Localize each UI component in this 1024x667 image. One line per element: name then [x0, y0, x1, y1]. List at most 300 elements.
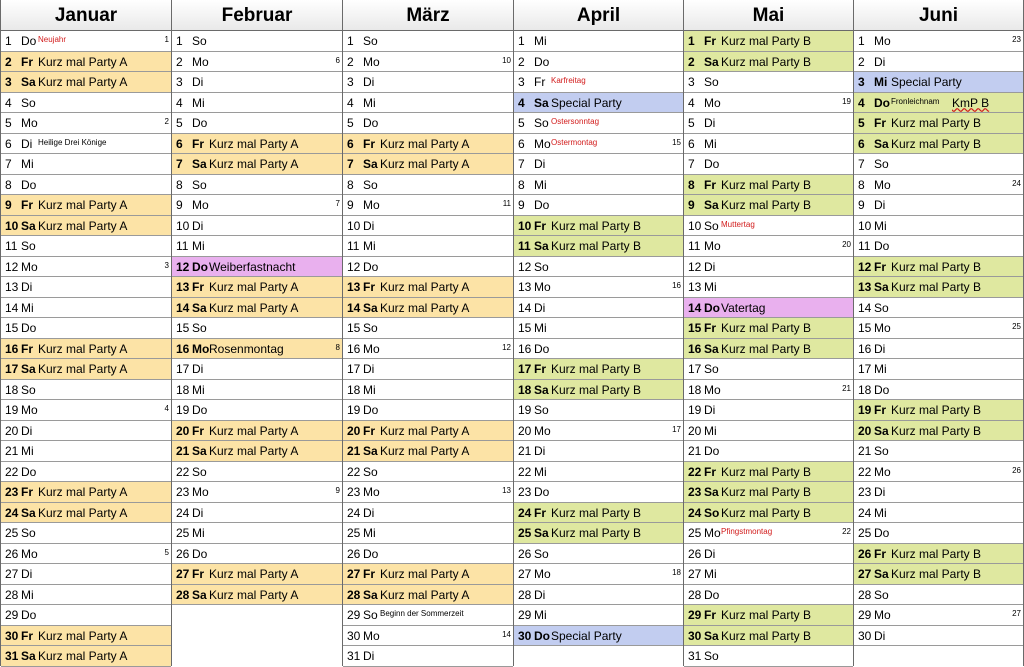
day-row[interactable]: [1, 175, 171, 196]
day-row[interactable]: [854, 523, 1023, 544]
day-number: 5: [518, 116, 525, 130]
day-row[interactable]: [684, 134, 853, 155]
weekday: Sa: [192, 444, 207, 458]
day-row[interactable]: [172, 564, 342, 585]
day-row[interactable]: [343, 585, 513, 606]
weekday: Sa: [534, 526, 549, 540]
day-row[interactable]: [854, 236, 1023, 257]
event-label: Kurz mal Party B: [721, 34, 812, 48]
event-label: Kurz mal Party B: [551, 505, 642, 520]
day-row[interactable]: [514, 72, 683, 93]
day-row[interactable]: [1, 462, 171, 483]
event-label: Kurz mal Party B: [551, 218, 642, 233]
day-row[interactable]: [343, 359, 513, 380]
day-row[interactable]: [514, 585, 683, 606]
day-number: 5: [176, 116, 183, 130]
day-row[interactable]: [1, 318, 171, 339]
event-label: Kurz mal Party B: [721, 54, 812, 69]
day-row[interactable]: [684, 400, 853, 421]
day-row[interactable]: [172, 544, 342, 565]
day-row[interactable]: [343, 400, 513, 421]
day-number: 20: [518, 423, 532, 438]
day-number: 10: [5, 218, 19, 233]
day-row[interactable]: [1, 113, 171, 134]
day-row[interactable]: [854, 257, 1023, 278]
weekday: So: [21, 239, 36, 253]
day-row[interactable]: [854, 564, 1023, 585]
day-row[interactable]: [1, 421, 171, 442]
day-number: 27: [518, 567, 532, 581]
day-row[interactable]: [172, 441, 342, 462]
day-number: 6: [347, 136, 354, 151]
day-row[interactable]: [684, 93, 853, 114]
weekday: Di: [363, 218, 375, 233]
month-column-februar: [171, 0, 342, 666]
event-label: Special Party: [551, 95, 622, 110]
day-row[interactable]: [514, 52, 683, 73]
day-row[interactable]: [172, 175, 342, 196]
day-number: 23: [176, 485, 190, 499]
day-row[interactable]: [172, 380, 342, 401]
day-row[interactable]: [684, 482, 853, 503]
day-row[interactable]: [854, 31, 1023, 52]
weekday: Mi: [534, 608, 547, 622]
day-row[interactable]: [172, 359, 342, 380]
day-number: 11: [518, 239, 531, 253]
event-label: Kurz mal Party A: [380, 444, 470, 458]
day-number: 29: [5, 608, 19, 622]
day-number: 6: [688, 136, 695, 151]
day-row[interactable]: [854, 400, 1023, 421]
day-number: 18: [176, 382, 190, 397]
weekday: Sa: [874, 567, 889, 581]
day-row[interactable]: [684, 564, 853, 585]
event-label: Kurz mal Party B: [721, 177, 812, 192]
weekday: So: [363, 177, 378, 192]
weekday: Do: [21, 34, 37, 48]
day-number: 9: [858, 198, 865, 212]
day-row[interactable]: [684, 380, 853, 401]
day-row[interactable]: [343, 31, 513, 52]
weekday: So: [534, 403, 549, 417]
event-label: Kurz mal Party B: [551, 382, 642, 397]
weekday: Mi: [874, 505, 887, 520]
day-row[interactable]: [514, 154, 683, 175]
day-row[interactable]: [854, 441, 1023, 462]
day-row[interactable]: [172, 339, 342, 360]
weekday: So: [874, 587, 889, 602]
day-number: 9: [176, 198, 183, 212]
weekday: Di: [874, 198, 886, 212]
day-row[interactable]: [684, 72, 853, 93]
day-row[interactable]: [854, 72, 1023, 93]
day-row[interactable]: [684, 339, 853, 360]
day-row[interactable]: [343, 216, 513, 237]
event-label: Kurz mal Party B: [721, 608, 812, 622]
day-row[interactable]: [343, 380, 513, 401]
month-header: Juni: [854, 0, 1023, 31]
day-row[interactable]: [343, 257, 513, 278]
weekday: Mi: [192, 95, 205, 110]
day-row[interactable]: [514, 564, 683, 585]
day-row[interactable]: [343, 134, 513, 155]
day-row[interactable]: [514, 339, 683, 360]
weekday: Di: [704, 259, 716, 274]
day-row[interactable]: [854, 113, 1023, 134]
day-row[interactable]: [172, 585, 342, 606]
event-label-short: KmP B: [952, 95, 990, 110]
weekday: Mi: [704, 280, 717, 294]
event-label: Kurz mal Party B: [721, 321, 812, 335]
event-label: Kurz mal Party B: [891, 567, 982, 581]
day-row[interactable]: [684, 585, 853, 606]
day-row[interactable]: [514, 523, 683, 544]
day-row[interactable]: [684, 421, 853, 442]
day-row[interactable]: [684, 175, 853, 196]
month-header: Januar: [1, 0, 171, 31]
day-row[interactable]: [343, 564, 513, 585]
day-number: 20: [5, 423, 19, 438]
day-row[interactable]: [1, 31, 171, 52]
day-number: 16: [858, 341, 872, 356]
day-number: 24: [176, 505, 190, 520]
day-row[interactable]: [172, 236, 342, 257]
day-row[interactable]: [1, 359, 171, 380]
day-row[interactable]: [854, 462, 1023, 483]
day-row[interactable]: [1, 503, 171, 524]
day-row[interactable]: [514, 113, 683, 134]
day-row[interactable]: [1, 298, 171, 319]
day-row[interactable]: [854, 277, 1023, 298]
weekday: Di: [704, 546, 716, 561]
day-row[interactable]: [1, 134, 171, 155]
day-row[interactable]: [1, 339, 171, 360]
day-row[interactable]: [343, 113, 513, 134]
event-label: Kurz mal Party B: [891, 423, 982, 438]
day-row[interactable]: [1, 216, 171, 237]
day-row[interactable]: [684, 216, 853, 237]
day-row[interactable]: [1, 380, 171, 401]
day-row[interactable]: [854, 52, 1023, 73]
day-row[interactable]: [172, 134, 342, 155]
day-number: 13: [858, 280, 872, 294]
day-row[interactable]: [514, 134, 683, 155]
day-row[interactable]: [684, 113, 853, 134]
day-row[interactable]: [343, 175, 513, 196]
weekday: Mi: [874, 218, 887, 233]
weekday: Di: [534, 157, 546, 171]
day-row[interactable]: [343, 195, 513, 216]
day-row[interactable]: [343, 544, 513, 565]
day-row[interactable]: [684, 462, 853, 483]
day-row[interactable]: [684, 31, 853, 52]
day-row[interactable]: [854, 216, 1023, 237]
day-number: 23: [5, 485, 19, 499]
day-number: 5: [858, 116, 865, 130]
day-row[interactable]: [854, 93, 1023, 114]
day-row[interactable]: [343, 277, 513, 298]
week-number: 14: [502, 629, 511, 639]
day-row[interactable]: [1, 441, 171, 462]
day-row[interactable]: [1, 523, 171, 544]
day-row[interactable]: [514, 257, 683, 278]
day-row[interactable]: [343, 646, 513, 667]
weekday: So: [363, 608, 378, 622]
day-row[interactable]: [514, 236, 683, 257]
day-number: 5: [688, 116, 695, 130]
day-row[interactable]: [172, 31, 342, 52]
day-row[interactable]: [684, 154, 853, 175]
day-row[interactable]: [1, 400, 171, 421]
weekday: Do: [534, 341, 550, 356]
weekday: Sa: [363, 444, 378, 458]
weekday: Fr: [21, 198, 33, 212]
day-row[interactable]: [343, 93, 513, 114]
day-row[interactable]: [1, 605, 171, 626]
weekday: Sa: [192, 587, 207, 602]
day-row[interactable]: [343, 605, 513, 626]
day-row[interactable]: [172, 113, 342, 134]
weekday: Fr: [21, 485, 33, 499]
day-row[interactable]: [684, 503, 853, 524]
day-row[interactable]: [684, 277, 853, 298]
weekday: Di: [363, 75, 375, 89]
day-row[interactable]: [172, 503, 342, 524]
day-row[interactable]: [172, 421, 342, 442]
day-row[interactable]: [854, 605, 1023, 626]
day-row[interactable]: [514, 216, 683, 237]
day-row[interactable]: [514, 503, 683, 524]
day-number: 22: [5, 464, 19, 479]
day-row[interactable]: [854, 298, 1023, 319]
day-number: 18: [858, 382, 872, 397]
day-number: 5: [347, 116, 354, 130]
day-row[interactable]: [514, 318, 683, 339]
weekday: Sa: [21, 218, 36, 233]
weekday: Di: [363, 505, 375, 520]
day-row[interactable]: [1, 154, 171, 175]
day-number: 22: [518, 464, 532, 479]
day-row[interactable]: [1, 195, 171, 216]
day-row[interactable]: [343, 503, 513, 524]
day-row[interactable]: [854, 544, 1023, 565]
day-row[interactable]: [1, 52, 171, 73]
weekday: Fr: [704, 34, 716, 48]
day-row[interactable]: [1, 236, 171, 257]
month-header: Mai: [684, 0, 853, 31]
week-number: 17: [672, 424, 681, 434]
day-number: 30: [688, 628, 702, 643]
weekday: Sa: [363, 157, 378, 171]
day-row[interactable]: [1, 544, 171, 565]
day-row[interactable]: [854, 134, 1023, 155]
day-number: 21: [688, 444, 702, 458]
day-row[interactable]: [343, 523, 513, 544]
day-number: 8: [858, 177, 865, 192]
day-row[interactable]: [514, 175, 683, 196]
day-row[interactable]: [684, 605, 853, 626]
day-row[interactable]: [172, 318, 342, 339]
day-row[interactable]: [172, 298, 342, 319]
day-row[interactable]: [343, 339, 513, 360]
day-row[interactable]: [172, 257, 342, 278]
day-number: 15: [518, 321, 532, 335]
day-row[interactable]: [854, 154, 1023, 175]
day-row[interactable]: [343, 72, 513, 93]
weekday: Mo: [704, 382, 721, 397]
day-row[interactable]: [854, 482, 1023, 503]
day-row[interactable]: [514, 421, 683, 442]
month-column-märz: [342, 0, 513, 666]
day-row[interactable]: [684, 441, 853, 462]
day-row[interactable]: [854, 380, 1023, 401]
day-row[interactable]: [343, 298, 513, 319]
week-number: 19: [842, 96, 851, 106]
day-row[interactable]: [684, 236, 853, 257]
week-number: 2: [164, 117, 169, 126]
day-row[interactable]: [514, 544, 683, 565]
day-number: 19: [5, 403, 19, 417]
day-number: 8: [518, 177, 525, 192]
day-row[interactable]: [514, 462, 683, 483]
day-row[interactable]: [854, 626, 1023, 647]
day-row[interactable]: [514, 482, 683, 503]
day-row[interactable]: [1, 564, 171, 585]
week-number: 16: [672, 281, 681, 290]
day-row[interactable]: [172, 462, 342, 483]
day-number: 15: [858, 321, 872, 335]
day-row[interactable]: [514, 31, 683, 52]
day-row[interactable]: [854, 359, 1023, 380]
day-row[interactable]: [684, 626, 853, 647]
day-row[interactable]: [684, 544, 853, 565]
day-row[interactable]: [684, 359, 853, 380]
day-row[interactable]: [172, 195, 342, 216]
day-row[interactable]: [514, 298, 683, 319]
weekday: Fr: [704, 608, 716, 622]
weekday: Sa: [874, 280, 889, 294]
day-row[interactable]: [343, 421, 513, 442]
day-row[interactable]: [854, 503, 1023, 524]
day-row[interactable]: [343, 626, 513, 647]
day-row[interactable]: [514, 626, 683, 647]
day-row[interactable]: [343, 52, 513, 73]
weekday: Fr: [192, 423, 204, 438]
day-number: 8: [5, 177, 12, 192]
day-row[interactable]: [684, 52, 853, 73]
day-row[interactable]: [854, 318, 1023, 339]
day-number: 27: [858, 567, 872, 581]
day-row[interactable]: [854, 195, 1023, 216]
day-row[interactable]: [684, 298, 853, 319]
day-row[interactable]: [343, 441, 513, 462]
day-number: 28: [5, 587, 19, 602]
day-row[interactable]: [172, 277, 342, 298]
weekday: Mi: [192, 239, 205, 253]
day-row[interactable]: [684, 318, 853, 339]
day-row[interactable]: [514, 605, 683, 626]
weekday: So: [363, 321, 378, 335]
day-row[interactable]: [514, 441, 683, 462]
event-label: Kurz mal Party B: [891, 403, 982, 417]
day-row[interactable]: [854, 585, 1023, 606]
day-row[interactable]: [1, 646, 171, 667]
day-row[interactable]: [343, 154, 513, 175]
day-row[interactable]: [343, 236, 513, 257]
day-row[interactable]: [684, 257, 853, 278]
weekday: Fr: [363, 423, 375, 438]
event-label: Vatertag: [721, 300, 766, 315]
day-row[interactable]: [172, 400, 342, 421]
day-row[interactable]: [172, 154, 342, 175]
day-row[interactable]: [1, 277, 171, 298]
day-row[interactable]: [514, 277, 683, 298]
event-label: Kurz mal Party A: [38, 54, 128, 69]
day-number: 21: [858, 444, 872, 458]
day-row[interactable]: [343, 482, 513, 503]
day-row[interactable]: [514, 195, 683, 216]
day-row[interactable]: [172, 482, 342, 503]
day-number: 17: [688, 362, 702, 376]
day-row[interactable]: [854, 339, 1023, 360]
event-label: Kurz mal Party A: [380, 300, 470, 315]
day-row[interactable]: [343, 318, 513, 339]
day-row[interactable]: [172, 72, 342, 93]
day-row[interactable]: [514, 380, 683, 401]
day-number: 31: [688, 649, 702, 663]
event-label: Kurz mal Party B: [891, 280, 982, 294]
day-row[interactable]: [1, 72, 171, 93]
event-label: Kurz mal Party B: [551, 362, 642, 376]
day-row[interactable]: [684, 646, 853, 667]
day-row[interactable]: [514, 400, 683, 421]
weekday: Do: [704, 300, 720, 315]
day-number: 11: [176, 239, 189, 253]
day-row[interactable]: [343, 462, 513, 483]
day-row[interactable]: [1, 585, 171, 606]
event-label: Rosenmontag: [209, 341, 284, 356]
day-row[interactable]: [172, 216, 342, 237]
day-number: 7: [176, 157, 183, 171]
day-row[interactable]: [172, 523, 342, 544]
day-row[interactable]: [684, 195, 853, 216]
day-row[interactable]: [854, 175, 1023, 196]
day-row[interactable]: [514, 359, 683, 380]
week-number: 20: [842, 240, 851, 249]
day-number: 12: [5, 259, 19, 274]
day-row[interactable]: [172, 93, 342, 114]
day-row[interactable]: [1, 626, 171, 647]
week-number: 22: [842, 527, 851, 536]
day-number: 19: [347, 403, 361, 417]
weekday: Sa: [534, 95, 549, 110]
month-column-januar: [0, 0, 171, 666]
weekday: Sa: [534, 239, 549, 253]
day-row[interactable]: [1, 257, 171, 278]
day-row[interactable]: [514, 93, 683, 114]
day-row[interactable]: [1, 93, 171, 114]
day-number: 1: [858, 34, 865, 48]
weekday: Do: [21, 464, 37, 479]
weekday: Do: [192, 259, 208, 274]
day-number: 20: [858, 423, 872, 438]
day-row[interactable]: [1, 482, 171, 503]
day-number: 14: [176, 300, 190, 315]
day-row[interactable]: [172, 52, 342, 73]
day-row[interactable]: [854, 421, 1023, 442]
day-row[interactable]: [684, 523, 853, 544]
weekday: Do: [534, 485, 550, 499]
